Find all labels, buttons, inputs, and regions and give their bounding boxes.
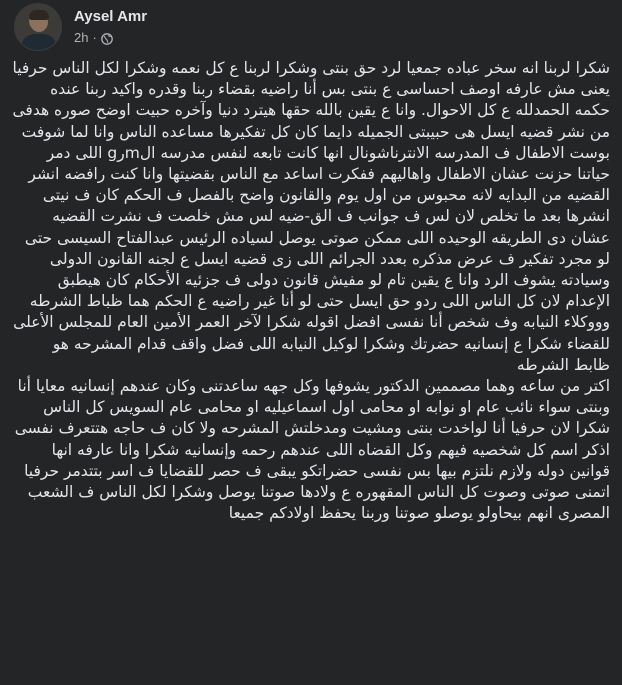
author-name[interactable]: Aysel Amr — [74, 8, 148, 25]
avatar-hair-shape — [29, 10, 49, 20]
globe-icon[interactable] — [101, 32, 113, 44]
separator-dot: · — [92, 30, 97, 45]
post-subline — [74, 29, 147, 47]
globe-icon-svg — [101, 33, 113, 45]
post-header — [14, 2, 147, 52]
avatar-body-shape — [21, 34, 57, 51]
post-text: شكرا لربنا انه سخر عباده جمعيا لرد حق بنتى وشكرا لربنا ع كل نعمه وشكرا لكل الناس حرفيا يعنى مش عارفه اوصف احساسى ع بنتى بس أنا راضيه بقضاء ربنا وقدره واكيد ربنا عنده حكمه الحمدلله ع كل الاحوال. وانا ع يقين بالله حقها هيترد دنيا وآخره حبيت اوضح صوره هدفى من نشر قضيه ايسل هى حبيبتى الجميله دايما كان كل تفكيرها مساعده الناس وانا لما شوفت بوست الاطفال ف المدرسه الانترناشونال انها كانت تابعه لنفس مدرسه الmرg اللى دمر حياتنا حزنت عشان الاطفال واهاليهم ففكرت اساعد مع الناس بقضيتها وانا كنت رافضه انشر القضيه من البدايه لانه محبوس من اول يوم والقانون واضح بالفصل ف الحكم كان ف نيتى انشرها بعد ما تخلص لان لس ف جوانب ف الق-ضيه لس مش خلصت ف نشرت القضيه عشان دى الطريقه الوحيده اللى ممكن صوتى يوصل لسياده الرئيس عبدالفتاح السيسى حتى لو مجرد تفكير ف عرض مذكره بعدد الجرائم اللى زى قضيه ايسل ع لجنه القانون الدولى وسيادته يشوف الرد وانا ع يقين تام لو مفيش قانون دولى ف جزئيه الأحكام كان هيطبق الإعدام لان كل الناس اللى ردو حق ايسل حتى لو أنا غير راضيه ع الحكم هما ظباط الشرطه وووكلاء النيابه وف شخص أنا نفسى افضل اقوله شكرا لآخر العمر الأمين العام للمجلس الأعلى للقضاء شكرا ع إنسانيه حضرتك وشكرا لوكيل النيابه اللى فضل واقف قدام المشرحه هو ظابط الشرطه اكتر من ساعه وهما مصممين الدكتور يشوفها وكل جهه ساعدتنى وكان عندهم إنسانيه معايا أنا وبنتى سواء نائب عام او نوابه او محامى اول اسماعيليه او محامى عام السويس كل الناس شكرا لان حرفيا أنا لواخدت بنتى ومشيت ومدخلتش المشرحه ولا كان ف حاجه هتتعرف نفسى اذكر اسم كل شخصيه فيهم وكل القضاه اللى عندهم رحمه وإنسانيه شكرا وانا عارفه انها قوانين دوله ولازم نلتزم بيها بس نفسى حضراتكو يبقى ف حصر للقضايا ف اسر بتتدمر حرفيا اتمنى صوتى وصوت كل الناس المقهوره ع ولادها صوتنا يوصل وشكرا لكل الناس ف الشعب المصرى انهم بيحاولو يوصلو صوتنا وربنا يحفظ اولادكم جميعا — [12, 59, 610, 523]
post-meta — [74, 7, 147, 47]
avatar[interactable] — [14, 3, 62, 51]
post-timestamp[interactable]: 2h — [74, 30, 89, 45]
